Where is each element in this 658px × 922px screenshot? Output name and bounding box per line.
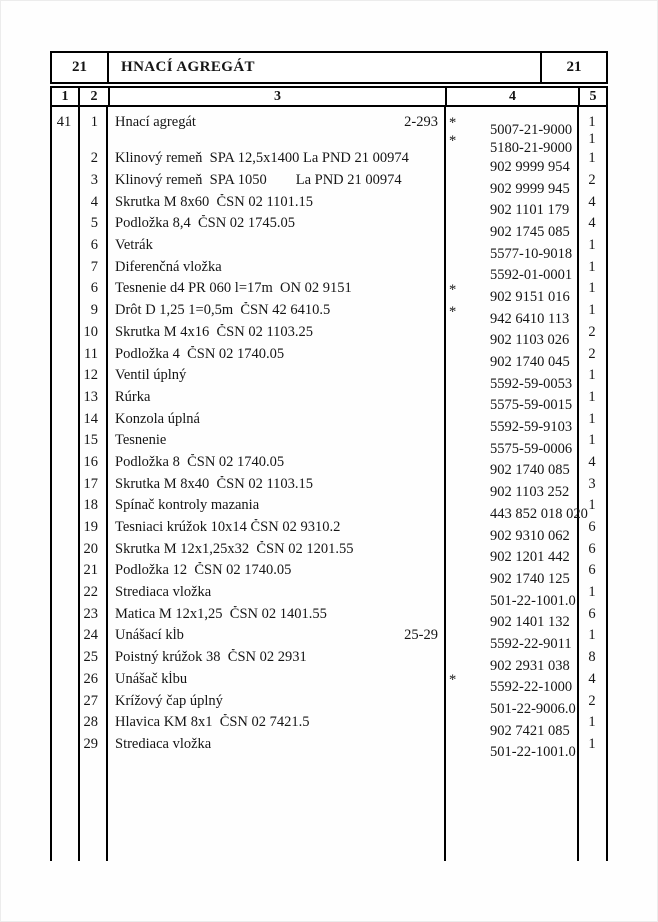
item-name-cell [106, 649, 444, 666]
item-name: Skrutka M 8x40 ČSN 02 1103.15 [115, 475, 314, 492]
part-number: 902 1103 026 [490, 332, 570, 349]
part-number: 902 1740 045 [490, 354, 570, 371]
quantity-cell: 4 [588, 215, 596, 232]
item-number-cell: 3 [90, 172, 98, 189]
item-name-cell [106, 432, 444, 449]
item-name-cell [106, 627, 444, 644]
quantity-cell: 2 [588, 345, 596, 362]
item-name-cell [106, 497, 444, 514]
item-name: Tesniaci krúžok 10x14 ČSN 02 9310.2 [115, 519, 341, 536]
sheet-number-cell: 41 [56, 113, 72, 130]
item-number-cell: 11 [84, 345, 98, 362]
item-name: Podložka 8 ČSN 02 1740.05 [115, 453, 285, 470]
part-number: 902 9310 062 [490, 527, 570, 544]
item-name-cell [106, 736, 444, 753]
item-number-cell: 28 [83, 714, 98, 731]
asterisk-marker: * [449, 281, 457, 298]
quantity-cell: 1 [588, 714, 596, 731]
quantity-cell: 4 [588, 193, 596, 210]
quantity-cell: 4 [588, 453, 596, 470]
item-number-cell: 13 [83, 388, 98, 405]
item-number-cell: 4 [90, 193, 98, 210]
quantity-cell: 1 [588, 388, 596, 405]
quantity-cell: 8 [588, 649, 596, 666]
quantity-cell: 2 [588, 692, 596, 709]
part-number: 902 9999 954 [490, 158, 570, 175]
item-number-cell: 18 [83, 497, 98, 514]
item-number-cell: 5 [90, 215, 98, 232]
item-name: Drôt D 1,25 1=0,5m ČSN 42 6410.5 [115, 302, 331, 319]
item-name: Skrutka M 4x16 ČSN 02 1103.25 [115, 323, 314, 340]
item-number-cell: 24 [83, 627, 98, 644]
part-number: 902 1103 252 [490, 484, 570, 501]
item-number-cell: 23 [83, 605, 98, 622]
item-number-cell: 20 [83, 540, 98, 557]
column-header-4: 4 [447, 88, 580, 105]
item-name-cell [106, 411, 444, 428]
quantity-cell: 1 [588, 113, 596, 130]
item-name: Unášací kĺb [115, 627, 184, 644]
part-number: 902 2931 038 [490, 657, 570, 674]
item-number-cell: 19 [83, 519, 98, 536]
item-name: Skrutka M 12x1,25x32 ČSN 02 1201.55 [115, 540, 354, 557]
item-name: Hlavica KM 8x1 ČSN 02 7421.5 [115, 714, 310, 731]
item-name: Ventil úplný [115, 367, 187, 384]
item-name-cell [106, 693, 444, 710]
item-name: Diferenčná vložka [115, 258, 222, 275]
quantity-cell: 6 [588, 605, 596, 622]
item-name: Poistný krúžok 38 ČSN 02 2931 [115, 649, 307, 666]
item-name-cell [106, 237, 444, 254]
item-name-cell [106, 280, 444, 297]
part-number: 5592-59-9103 [490, 419, 573, 436]
item-number-cell: 2 [90, 150, 98, 167]
item-name: Rúrka [115, 388, 151, 405]
item-name-cell [106, 346, 444, 363]
item-number-cell: 15 [83, 432, 98, 449]
part-number-cell [444, 710, 577, 778]
part-number: 5007-21-9000 [490, 122, 573, 138]
item-name: Tesnenie d4 PR 060 l=17m ON 02 9151 [115, 280, 352, 297]
item-name-cell [106, 215, 444, 232]
item-name: Konzola úplná [115, 410, 200, 427]
column-header-3: 3 [110, 88, 447, 105]
column-header-2: 2 [80, 88, 110, 105]
item-name: Strediaca vložka [115, 584, 212, 601]
part-number: 902 7421 085 [490, 722, 570, 739]
item-name: Spínač kontroly mazania [115, 497, 260, 514]
item-number-cell: 14 [83, 410, 98, 427]
part-number: 501-22-1001.0 [490, 744, 576, 761]
part-number: 5592-22-9011 [490, 635, 572, 652]
item-name-cell [106, 584, 444, 601]
item-number-cell: 1 [90, 113, 98, 130]
item-name-cell [106, 389, 444, 406]
asterisk-marker: * [449, 303, 457, 320]
quantity-cell: 6 [588, 540, 596, 557]
quantity-cell: 1 [588, 302, 596, 319]
item-name-cell [106, 150, 444, 167]
quantity-cell: 1 [588, 237, 596, 254]
quantity-cell: 3 [588, 475, 596, 492]
part-number: 902 9999 945 [490, 180, 570, 197]
item-number-cell: 22 [83, 584, 98, 601]
table-body [50, 107, 608, 861]
part-number: 5592-22-1000 [490, 679, 573, 696]
item-name: Vetrák [115, 237, 153, 254]
item-number-cell: 6 [90, 280, 98, 297]
column-header-5: 5 [589, 88, 597, 104]
table-body-rows [50, 107, 608, 761]
item-number-cell: 21 [83, 562, 98, 579]
item-name-cell [106, 194, 444, 211]
item-ref-range: 25-29 [404, 627, 438, 644]
part-number: 902 1740 085 [490, 462, 570, 479]
quantity-cell: 1 [588, 150, 596, 167]
item-name: Strediaca vložka [115, 735, 212, 752]
item-number-cell: 25 [83, 649, 98, 666]
quantity-cell: 1 [588, 367, 596, 384]
item-number-cell: 10 [83, 323, 98, 340]
item-name-cell [106, 324, 444, 341]
item-name-cell [106, 259, 444, 276]
part-number: 902 1201 442 [490, 549, 570, 566]
part-number: 902 1740 125 [490, 570, 570, 587]
item-name-cell [106, 519, 444, 536]
item-name-cell [106, 714, 444, 731]
item-number-cell: 27 [83, 692, 98, 709]
item-name-cell [106, 606, 444, 623]
item-number-cell: 16 [83, 453, 98, 470]
item-name-cell [106, 114, 444, 131]
quantity-cell: 1 [588, 410, 596, 427]
part-number: 5592-59-0053 [490, 375, 573, 392]
part-number: 902 1101 179 [490, 202, 570, 219]
part-number: 902 9151 016 [490, 288, 570, 305]
quantity-cell: 1 [588, 627, 596, 644]
asterisk-marker: * [449, 132, 457, 149]
item-name-cell [106, 476, 444, 493]
asterisk-marker: * [449, 114, 457, 131]
item-number-cell: 7 [90, 258, 98, 275]
item-name: Klinový remeň SPA 1050 La PND 21 00974 [115, 172, 402, 189]
item-name-cell [106, 302, 444, 319]
part-number: 942 6410 113 [490, 310, 570, 327]
item-name: Klinový remeň SPA 12,5x1400 La PND 21 00974 [115, 150, 409, 167]
column-header-1: 1 [52, 88, 80, 105]
page-number-right: 21 [540, 53, 606, 82]
quantity-cell: 1 [588, 280, 596, 297]
quantity-cell: 1 [588, 497, 596, 514]
item-number-cell: 9 [90, 302, 98, 319]
quantity-cell: 1 [588, 432, 596, 449]
quantity-cell: 6 [588, 562, 596, 579]
quantity-cell: 1 [588, 258, 596, 275]
quantity-cell: 2 [588, 323, 596, 340]
part-number: 443 852 018 020 [490, 505, 588, 522]
item-name: Krížový čap úplný [115, 692, 223, 709]
part-number: 5577-10-9018 [490, 245, 573, 262]
page-number-left: 21 [52, 53, 109, 82]
part-number: 501-22-1001.0 [490, 592, 576, 609]
part-number: 902 1401 132 [490, 614, 570, 631]
item-number-cell: 12 [83, 367, 98, 384]
quantity-cell: 1 [588, 584, 596, 601]
quantity-cell: 2 [588, 172, 596, 189]
item-name: Matica M 12x1,25 ČSN 02 1401.55 [115, 605, 327, 622]
part-number: 5575-59-0015 [490, 397, 573, 414]
item-name-cell [106, 454, 444, 471]
item-name: Podložka 8,4 ČSN 02 1745.05 [115, 215, 296, 232]
item-name: Unášač kĺbu [115, 670, 188, 687]
item-name: Hnací agregát [115, 113, 196, 130]
item-number-cell: 6 [90, 237, 98, 254]
item-number-cell: 29 [83, 735, 98, 752]
quantity-cell: 1 [588, 735, 596, 752]
item-ref-range: 2-293 [404, 113, 438, 130]
part-number: 5592-01-0001 [490, 267, 573, 284]
item-name-cell [106, 541, 444, 558]
part-number: 5180-21-9000 [490, 139, 573, 156]
item-name-cell [106, 172, 444, 189]
item-name-cell [106, 671, 444, 688]
item-name: Podložka 4 ČSN 02 1740.05 [115, 345, 285, 362]
table-title-bar [50, 51, 608, 84]
part-number: 5575-59-0006 [490, 440, 573, 457]
table-row [50, 734, 608, 761]
item-name-cell [106, 367, 444, 384]
quantity-cell: 1 [588, 131, 596, 147]
item-name: Tesnenie [115, 432, 167, 449]
asterisk-marker: * [449, 672, 457, 689]
item-name: Podložka 12 ČSN 02 1740.05 [115, 562, 292, 579]
item-number-cell: 17 [83, 475, 98, 492]
quantity-cell: 6 [588, 519, 596, 536]
item-number-cell: 26 [83, 670, 98, 687]
section-title: HNACÍ AGREGÁT [121, 59, 255, 75]
part-number: 902 1745 085 [490, 223, 570, 240]
item-name-cell [106, 562, 444, 579]
part-number: 501-22-9006.0 [490, 701, 576, 718]
quantity-cell: 4 [588, 670, 596, 687]
item-name: Skrutka M 8x60 ČSN 02 1101.15 [115, 193, 314, 210]
